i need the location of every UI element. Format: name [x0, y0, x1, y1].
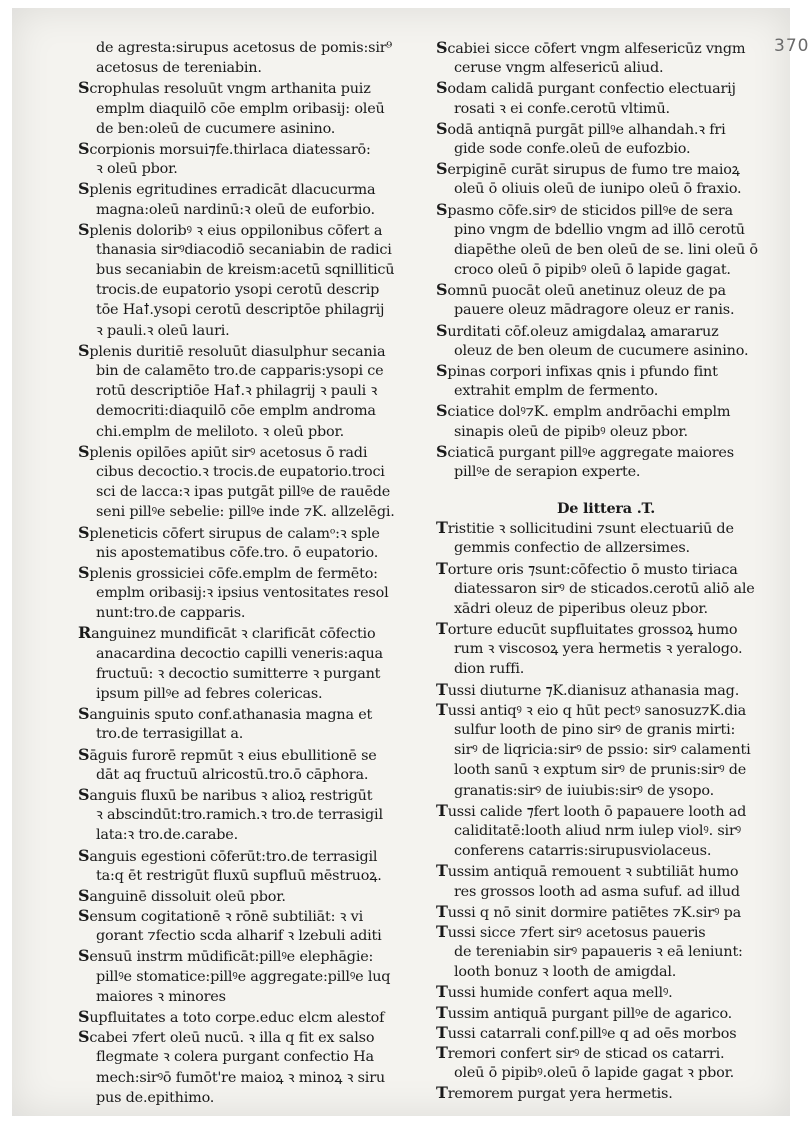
text-line: seni pillꝰe sebelie: pillꝰe inde ⁊K. allzelēgi. — [96, 504, 395, 521]
text-line: Splenis opilōes apiūt sirꝰ acetosus ō radi — [78, 441, 368, 461]
text-line: xādri oleuz de piperibus oleuz pbor. — [454, 600, 708, 617]
text-line: lata:ꝛ tro.de.carabe. — [96, 827, 238, 844]
text-line: conferens catarris:sirupusviolaceus. — [454, 843, 712, 860]
text-line: de tereniabin sirꝰ papaueris ꝛ eā leniunt: — [454, 944, 743, 961]
text-line: mech:sirꝰō fumōt're maioꝝ ꝛ minoꝝ ꝛ siru — [96, 1069, 385, 1086]
text-line: oleū ō oliuis oleū de iunipo oleū ō fraxio. — [454, 181, 742, 198]
right-column-top — [436, 38, 776, 482]
text-line: Ranguinez mundificāt ꝛ clarificāt cōfectio — [78, 623, 376, 643]
text-line: thanasia sirꝰdiacodiō secaniabin de radici — [96, 241, 392, 258]
text-line: rotū descriptiōe Haꝉ.ꝛ philagrij ꝛ pauli ꝛ — [96, 383, 378, 400]
text-line: oleū ō pipibꝰ.oleū ō lapide gagat ꝛ pbor. — [454, 1065, 735, 1082]
text-line: Tussi humide confert aqua mellꝰ. — [436, 982, 673, 1002]
text-line: pillꝰe de serapion experte. — [454, 463, 641, 480]
text-line: gorant ⁊fectio scda alharif ꝛ lzebuli aditi — [96, 928, 382, 945]
section-heading: De littera .T. — [556, 500, 656, 518]
text-line: tōe Haꝉ.ysopi cerotū descriptōe philagrij — [96, 302, 385, 319]
text-line: Spasmo cōfe.sirꝰ de sticidos pillꝰe de sera — [436, 199, 733, 219]
text-line: Tristitie ꝛ sollicitudini ⁊sunt electuariū de — [436, 518, 734, 538]
text-line: emplm diaquilō cōe emplm oribasij: oleū — [96, 100, 385, 117]
text-line: diatessaron sirꝰ de sticados.cerotū aliō ale — [454, 580, 755, 597]
text-line: flegmate ꝛ colera purgant confectio Ha — [96, 1049, 374, 1066]
text-line: Sanguis egestioni cōferūt:tro.de terrasigil — [78, 845, 378, 865]
text-line: bin de calamēto tro.de capparis:ysopi ce — [96, 363, 384, 379]
right-column-bottom — [436, 518, 776, 1103]
text-line: acetosus de tereniabin. — [96, 60, 262, 77]
text-line: rosati ꝛ ei confe.cerotū vltimū. — [454, 100, 670, 117]
text-line: nunt:tro.de capparis. — [96, 605, 246, 622]
text-line: magna:oleū nardinū:ꝛ oleū de euforbio. — [96, 201, 375, 218]
text-line: de ben:oleū de cucumere asinino. — [96, 120, 336, 137]
text-line: Tussi diuturne ⁊K.dianisuz athanasia mag. — [436, 679, 740, 699]
text-line: Serpiginē curāt sirupus de fumo tre maioꝝ — [436, 159, 740, 179]
text-line: nis apostematibus cōfe.tro. ō eupatorio. — [96, 544, 379, 561]
text-line: extrahit emplm de fermento. — [454, 383, 659, 400]
text-line: Supfluitates a toto corpe.educ elcm alestof — [78, 1007, 385, 1026]
text-line: dion ruffi. — [454, 661, 525, 678]
text-line: trocis.de eupatorio ysopi cerotū descrip — [96, 282, 380, 299]
text-line: Scabiei sicce cōfert vngm alfesericūz vngm — [436, 38, 746, 57]
text-line: Tussi q nō sinit dormire patiētes ⁊K.sirꝰ pa — [436, 901, 742, 921]
text-line: Somnū puocāt oleū anetinuz oleuz de pa — [436, 280, 726, 300]
text-line: granatis:sirꝰ de iuiubis:sirꝰ de ysopo. — [454, 782, 714, 799]
text-line: democriti:diaquilō cōe emplm androma — [96, 403, 376, 420]
text-line: maiores ꝛ minores — [96, 988, 226, 1005]
text-line: Sāguis furorē repmūt ꝛ eius ebullitionē se — [78, 744, 377, 764]
text-line: ceruse vngm alfesericū aliud. — [454, 60, 664, 77]
text-line: pauere oleuz mādragore oleuz er ranis. — [454, 302, 735, 319]
text-line: Sanguinis sputo conf.athanasia magna et — [78, 704, 373, 724]
left-column — [78, 38, 418, 1108]
text-line: Splenis grossiciei cōfe.emplm de fermēto: — [78, 562, 378, 582]
text-line: looth bonuz ꝛ looth de amigdal. — [454, 964, 677, 981]
text-line: pus de.epithimo. — [96, 1089, 215, 1106]
text-line: gemmis confectio de allzersimes. — [454, 540, 690, 557]
text-line: sirꝰ de liqricia:sirꝰ de pssio: sirꝰ calamenti — [454, 742, 751, 759]
text-line: sinapis oleū de pipibꝰ oleuz pbor. — [454, 423, 688, 440]
text-line: fructuū: ꝛ decoctio sumitterre ꝛ purgant — [96, 665, 381, 682]
text-line: sulfur looth de pino sirꝰ de granis mirti: — [454, 722, 736, 738]
text-line: ipsum pillꝰe ad febres colericas. — [96, 686, 323, 702]
text-line: Splenis duritiē resoluūt diasulphur secania — [78, 340, 386, 360]
text-line: Spinas corpori infixas qnis i pfundo fint — [436, 361, 718, 380]
text-line: Sanguinē dissoluit oleū pbor. — [78, 885, 286, 905]
text-line: ꝛ pauli.ꝛ oleū lauri. — [96, 322, 230, 339]
text-line: Tussim antiquā remouent ꝛ subtiliāt humo — [436, 861, 739, 881]
text-line: Tussi catarrali conf.pillꝰe q ad oēs morbos — [436, 1022, 737, 1042]
text-line: Tussi antiqꝰ ꝛ eio q hūt pectꝰ sanosuz⁊K.dia — [436, 699, 747, 719]
text-line: anacardina decoctio capilli veneris:aqua — [96, 645, 383, 662]
text-line: looth sanū ꝛ exptum sirꝰ de prunis:sirꝰ de — [454, 762, 747, 779]
text-line: Tussim antiquā purgant pillꝰe de agarico. — [436, 1002, 733, 1022]
text-line: Scorpionis morsui⁊fe.thirlaca diatessarō: — [78, 138, 371, 158]
text-line: diapēthe oleū de ben oleū de se. lini oleū ō — [454, 241, 758, 258]
text-line: Splenis egritudines erradicāt dlacucurma — [78, 179, 376, 199]
text-line: Scabei ⁊fert oleū nucū. ꝛ illa q fit ex salso — [78, 1027, 375, 1047]
text-line: cibus decoctio.ꝛ trocis.de eupatorio.troci — [96, 463, 385, 480]
text-line: gide sode confe.oleū de eufozbio. — [454, 140, 691, 157]
text-line: tro.de terrasigillat a. — [96, 726, 244, 743]
text-line: caliditatē:looth aliud nrm iulep violꝰ. sirꝰ — [454, 822, 741, 839]
text-line: Tussi sicce ⁊fert sirꝰ acetosus paueris — [436, 921, 706, 941]
text-line: Sodā antiqnā purgāt pillꝰe alhandah.ꝛ fri — [436, 118, 726, 138]
text-line: sci de lacca:ꝛ ipas putgāt pillꝰe de rauēde — [96, 484, 391, 501]
text-line: dāt aq fructuū alricostū.tro.ō cāphora. — [96, 766, 369, 783]
text-line: croco oleū ō pipibꝰ oleū ō lapide gagat. — [454, 262, 731, 279]
text-line: Splenis doloribꝰ ꝛ eius oppilonibus cōfert a — [78, 219, 383, 239]
text-line: ꝛ oleū pbor. — [96, 161, 178, 178]
text-line: res grossos looth ad asma sufuf. ad illud — [454, 883, 740, 900]
text-line: rum ꝛ viscosoꝝ yera hermetis ꝛ yeralogo. — [454, 641, 743, 658]
text-line: Torture oris ⁊sunt:cōfectio ō musto tiriaca — [436, 558, 738, 578]
text-line: Sensuū instrm mūdificāt:pillꝰe elephāgie: — [78, 946, 374, 966]
text-line: Tremori confert sirꝰ de sticad os catarri. — [436, 1043, 725, 1062]
text-line: Scrophulas resoluūt vngm arthanita puiz — [78, 78, 371, 98]
text-line: emplm oribasij:ꝛ ipsius ventositates resol — [96, 585, 389, 602]
text-line: de agresta:sirupus acetosus de pomis:sir⁹ — [96, 40, 392, 56]
scanned-page — [12, 8, 809, 1116]
folio-number: 370 — [774, 36, 809, 56]
text-line: pillꝰe stomatice:pillꝰe aggregate:pillꝰe luq — [96, 968, 391, 985]
text-line: Sodam calidā purgant confectio electuarij — [436, 78, 736, 98]
text-line: bus secaniabin de kreism:acetū sqnilliticū — [96, 262, 395, 279]
text-line: Sensum cogitationē ꝛ rōnē subtiliāt: ꝛ vi — [78, 906, 363, 926]
text-line: ꝛ abscindūt:tro.ramich.ꝛ tro.de terrasigil — [96, 807, 383, 824]
text-line: ta:q ēt restrigūt fluxū supfluū mēstruoꝝ. — [96, 867, 382, 884]
text-line: oleuz de ben oleum de cucumere asinino. — [454, 342, 749, 359]
text-line: Sciaticā purgant pillꝰe aggregate maiores — [436, 441, 734, 461]
text-line: Spleneticis cōfert sirupus de calamᵒ:ꝛ sple — [78, 522, 380, 542]
text-line: Tussi calide ⁊fert looth ō papauere looth ad — [436, 800, 747, 820]
text-line: Tremorem purgat yera hermetis. — [436, 1083, 673, 1103]
text-line: chi.emplm de meliloto. ꝛ oleū pbor. — [96, 423, 344, 440]
text-line: Torture educūt supfluitates grossoꝝ humo — [436, 619, 738, 639]
text-line: Sanguis fluxū be naribus ꝛ alioꝝ restrigūt — [78, 784, 373, 804]
text-line: pino vngm de bdellio vngm ad illō cerotū — [454, 221, 745, 238]
right-column — [436, 38, 776, 1104]
text-line: Surditati cōf.oleuz amigdalaꝝ amararuz — [436, 320, 719, 340]
text-line: Sciatice dolꝰ⁊K. emplm andrōachi emplm — [436, 401, 731, 421]
